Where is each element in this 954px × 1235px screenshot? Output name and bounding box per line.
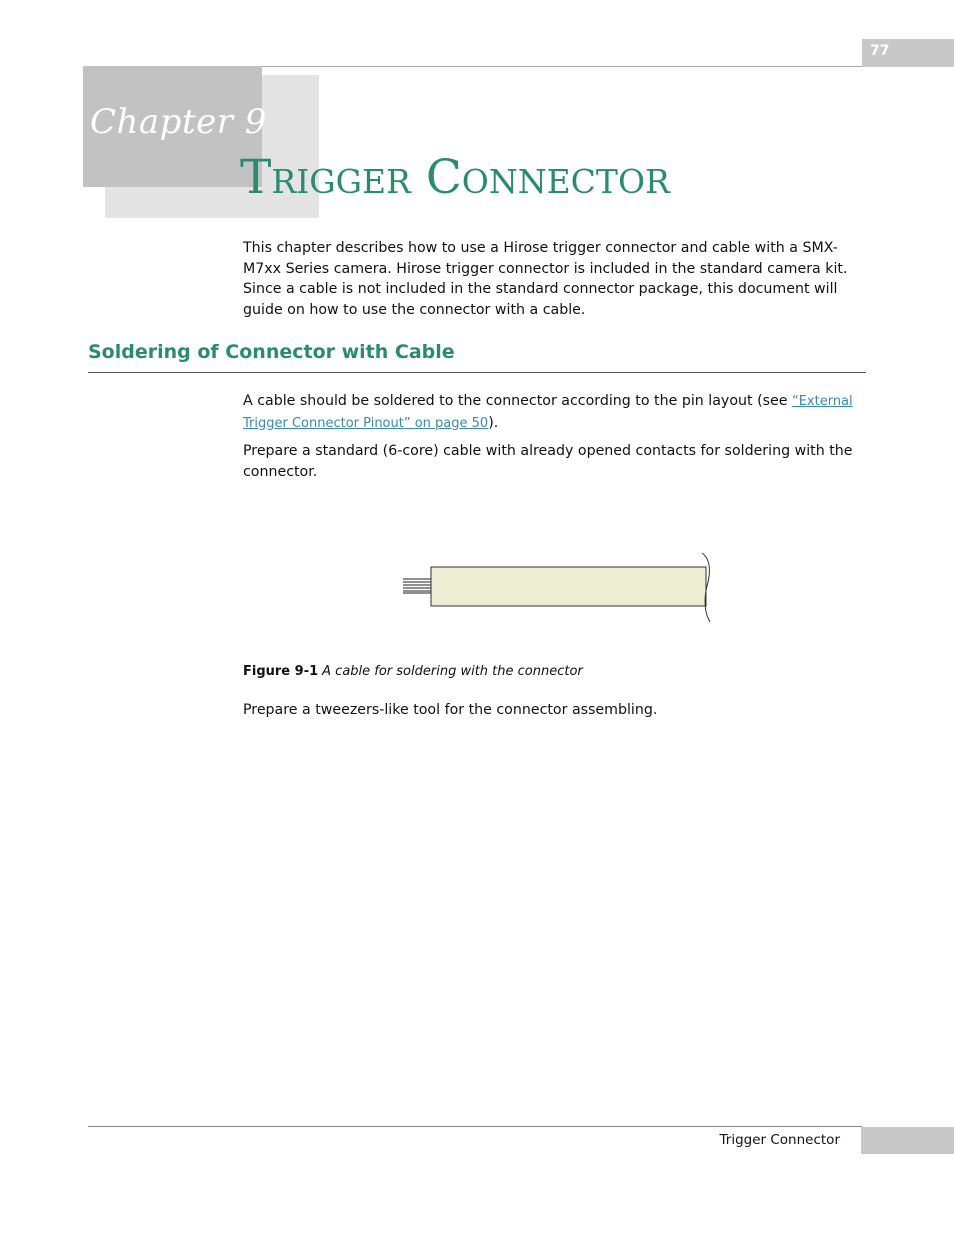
cable-figure [400,548,720,628]
cable-illustration [400,548,720,628]
section-heading: Soldering of Connector with Cable [88,341,455,363]
footer-rule [88,1126,862,1127]
page-number: 77 [862,39,954,67]
paragraph-cable: Prepare a standard (6-core) cable with already opened contacts for soldering with the connector. [243,443,853,480]
footer-title: Trigger Connector [719,1132,840,1148]
figure-caption-text: A cable for soldering with the connector [322,664,583,679]
paragraph-tool: Prepare a tweezers-like tool for the connector assembling. [243,702,658,718]
header-rule [262,66,862,67]
paragraph-pin-layout [243,391,855,434]
paragraph-text-end: ). [488,414,499,431]
intro-paragraph: This chapter describes how to use a Hirose trigger connector and cable with a SMX-M7xx Series camera. Hirose trigger connector is included in the standard camera kit. Since a cable is not included in the standard connector package, this document will guide on how to use the connector with a cable. [243,240,848,318]
figure-label: Figure 9-1 [243,664,319,679]
section-rule [88,372,866,373]
chapter-title: Trigger Connector [240,150,670,205]
chapter-label: Chapter 9 [90,102,267,142]
paragraph-text: A cable should be soldered to the connector according to the pin layout (see [243,393,792,409]
pinout-link[interactable]: “External Trigger Connector Pinout” on page 50 [243,394,853,431]
footer-box [861,1127,954,1154]
figure-caption [243,664,583,679]
